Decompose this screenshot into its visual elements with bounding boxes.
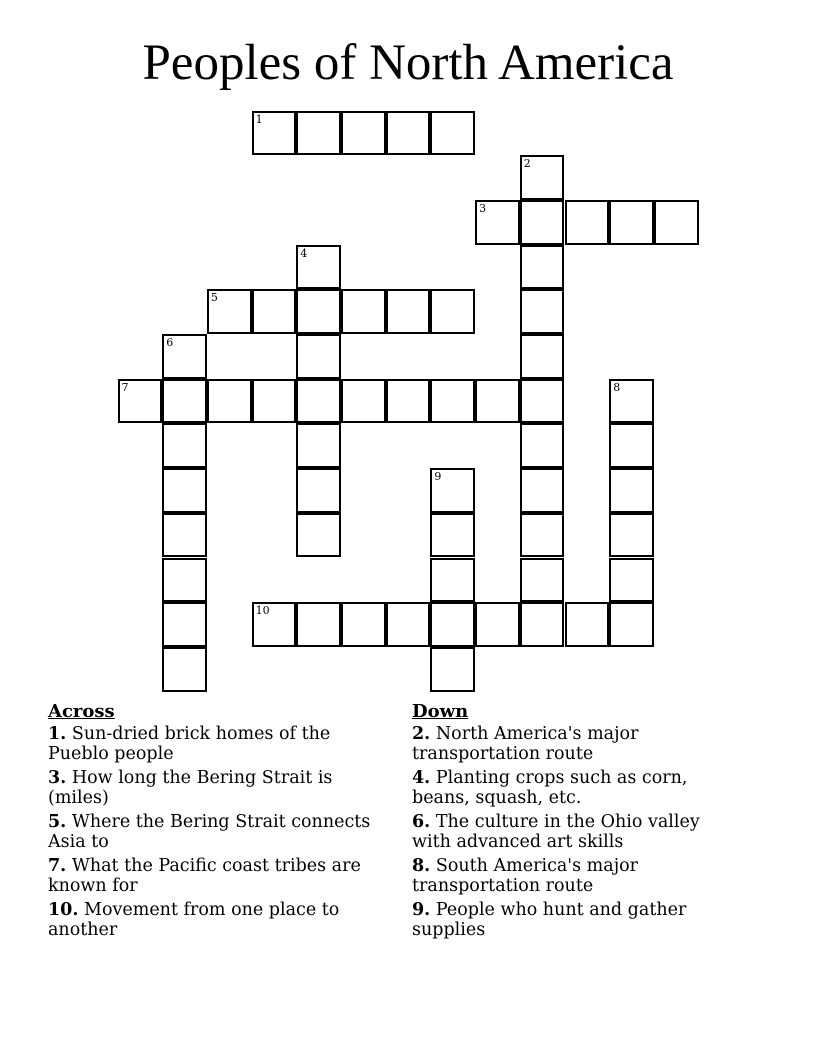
- grid-cell[interactable]: [609, 468, 654, 513]
- grid-cell[interactable]: [430, 111, 475, 156]
- grid-cell[interactable]: [430, 513, 475, 558]
- clue-text: How long the Bering Strait is (miles): [48, 768, 333, 808]
- grid-cell[interactable]: [386, 111, 431, 156]
- clue-number-label: 1: [255, 112, 263, 126]
- grid-cell[interactable]: [565, 200, 610, 245]
- grid-cell[interactable]: [296, 379, 341, 424]
- down-heading: Down: [412, 701, 469, 722]
- clue-text: Where the Bering Strait connects Asia to: [48, 812, 371, 852]
- grid-cell[interactable]: [252, 602, 297, 647]
- grid-cell[interactable]: [162, 468, 207, 513]
- grid-cell[interactable]: [296, 602, 341, 647]
- clue-number-label: 10: [255, 604, 270, 618]
- grid-cell[interactable]: [430, 468, 475, 513]
- grid-cell[interactable]: [520, 558, 565, 603]
- clue-number: 4.: [412, 768, 431, 788]
- clue-number-label: 6: [166, 336, 174, 349]
- across-clue: [48, 900, 388, 940]
- clue-number: 10.: [48, 900, 79, 920]
- grid-cell[interactable]: [520, 602, 565, 647]
- grid-cell[interactable]: [430, 558, 475, 603]
- grid-cell[interactable]: [296, 513, 341, 558]
- across-clue-list: [48, 724, 388, 940]
- across-clue: [48, 768, 388, 808]
- grid-cell[interactable]: [341, 289, 386, 334]
- grid-cell[interactable]: [520, 200, 565, 245]
- clue-text: People who hunt and gather supplies: [412, 900, 687, 940]
- grid-cell[interactable]: [341, 111, 386, 156]
- clue-number-label: 7: [121, 380, 129, 394]
- grid-cell[interactable]: [520, 245, 565, 290]
- grid-cell[interactable]: [118, 379, 163, 424]
- grid-cell[interactable]: [252, 379, 297, 424]
- grid-cell[interactable]: [520, 334, 565, 379]
- grid-cell[interactable]: [386, 379, 431, 424]
- clue-number: 6.: [412, 812, 431, 832]
- clue-number: 1.: [48, 724, 67, 744]
- clue-number-label: 3: [479, 201, 487, 215]
- grid-cell[interactable]: [609, 379, 654, 424]
- clue-text: South America's major transportation route: [412, 856, 639, 896]
- grid-cell[interactable]: [341, 379, 386, 424]
- grid-cell[interactable]: [296, 289, 341, 334]
- down-clue: [412, 768, 742, 808]
- grid-cell[interactable]: [520, 423, 565, 468]
- down-clue: [412, 812, 742, 852]
- clue-number: 9.: [412, 900, 431, 920]
- down-clue-list: [412, 724, 742, 940]
- grid-cell[interactable]: [296, 468, 341, 513]
- grid-cell[interactable]: [162, 558, 207, 603]
- clue-text: Sun-dried brick homes of the Pueblo people: [48, 724, 331, 764]
- grid-cell[interactable]: [162, 334, 207, 379]
- grid-cell[interactable]: [520, 468, 565, 513]
- grid-cell[interactable]: [565, 602, 610, 647]
- grid-cell[interactable]: [609, 200, 654, 245]
- grid-cell[interactable]: [609, 558, 654, 603]
- clue-text: What the Pacific coast tribes are known for: [48, 856, 361, 896]
- down-clues: [412, 700, 742, 944]
- grid-cell[interactable]: [609, 513, 654, 558]
- grid-cell[interactable]: [609, 602, 654, 647]
- grid-cell[interactable]: [162, 602, 207, 647]
- grid-cell[interactable]: [162, 647, 207, 692]
- grid-cell[interactable]: [475, 602, 520, 647]
- grid-cell[interactable]: [296, 111, 341, 156]
- grid-cell[interactable]: [430, 289, 475, 334]
- across-heading: Across: [48, 701, 115, 722]
- down-clue: [412, 856, 742, 896]
- clue-number: 7.: [48, 856, 67, 876]
- clue-number-label: 5: [210, 291, 218, 305]
- grid-cell[interactable]: [386, 602, 431, 647]
- grid-cell[interactable]: [475, 200, 520, 245]
- grid-cell[interactable]: [296, 245, 341, 290]
- grid-cell[interactable]: [296, 334, 341, 379]
- grid-cell[interactable]: [520, 155, 565, 200]
- across-clue: [48, 856, 388, 896]
- clue-number: 5.: [48, 812, 67, 832]
- clue-text: Planting crops such as corn, beans, squash, etc.: [412, 768, 688, 808]
- grid-cell[interactable]: [520, 379, 565, 424]
- down-clue: [412, 900, 742, 940]
- clue-number: 3.: [48, 768, 67, 788]
- clue-number-label: 9: [434, 470, 442, 484]
- grid-cell[interactable]: [162, 423, 207, 468]
- clue-text: Movement from one place to another: [48, 900, 340, 940]
- grid-cell[interactable]: [430, 379, 475, 424]
- grid-cell[interactable]: [475, 379, 520, 424]
- clue-number-label: 8: [613, 380, 621, 394]
- grid-cell[interactable]: [520, 289, 565, 334]
- grid-cell[interactable]: [207, 379, 252, 424]
- grid-cell[interactable]: [296, 423, 341, 468]
- grid-cell[interactable]: [341, 602, 386, 647]
- across-clue: [48, 724, 388, 764]
- grid-cell[interactable]: [609, 423, 654, 468]
- down-clue: [412, 724, 742, 764]
- grid-cell[interactable]: [520, 513, 565, 558]
- grid-cell[interactable]: [162, 513, 207, 558]
- clue-text: North America's major transportation route: [412, 724, 639, 764]
- page-title: Peoples of North America: [142, 35, 674, 91]
- grid-cell[interactable]: [252, 111, 297, 156]
- across-clue: [48, 812, 388, 852]
- grid-cell[interactable]: [430, 647, 475, 692]
- grid-cell[interactable]: [252, 289, 297, 334]
- clue-number-label: 2: [523, 157, 531, 171]
- clue-number: 8.: [412, 856, 431, 876]
- across-clues: [48, 700, 388, 944]
- clue-number-label: 4: [300, 246, 308, 260]
- clue-number: 2.: [412, 724, 431, 744]
- clue-text: The culture in the Ohio valley with advanced art skills: [412, 812, 700, 852]
- grid-cell[interactable]: [654, 200, 699, 245]
- grid-cell[interactable]: [162, 379, 207, 424]
- grid-cell[interactable]: [207, 289, 252, 334]
- grid-cell[interactable]: [386, 289, 431, 334]
- grid-cell[interactable]: [430, 602, 475, 647]
